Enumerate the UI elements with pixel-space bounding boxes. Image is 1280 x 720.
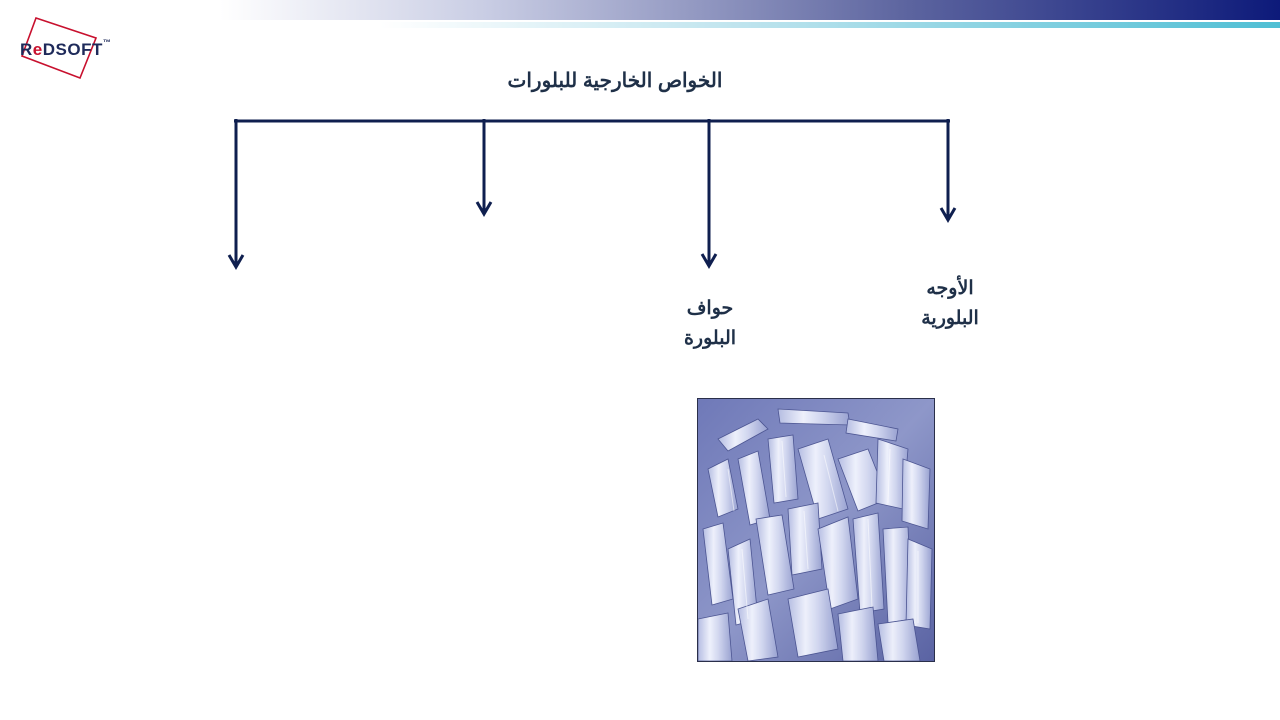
branch-arrow-third — [477, 119, 491, 214]
quartz-crystals-photo — [697, 398, 935, 662]
diagram-title: الخواص الخارجية للبلورات — [507, 70, 723, 92]
branch-label-crystal-edges — [662, 294, 758, 354]
branch-arrow-faces — [941, 119, 955, 220]
branch-arrow-fourth — [229, 119, 243, 267]
branch-arrow-edges — [702, 119, 716, 266]
logo-letter-e: e — [32, 40, 43, 59]
branch-label-crystal-faces — [900, 274, 1000, 334]
logo-trademark: ™ — [102, 38, 112, 47]
logo-letter-r: R — [20, 40, 33, 59]
logo-letters-dsoft: DSOFT — [42, 40, 103, 59]
branch-label-line: حواف — [686, 298, 734, 319]
branch-label-line: البلورة — [683, 328, 737, 349]
crystal-illustration — [698, 399, 934, 661]
branch-label-line: البلورية — [921, 308, 979, 329]
branch-label-line: الأوجه — [926, 278, 974, 299]
